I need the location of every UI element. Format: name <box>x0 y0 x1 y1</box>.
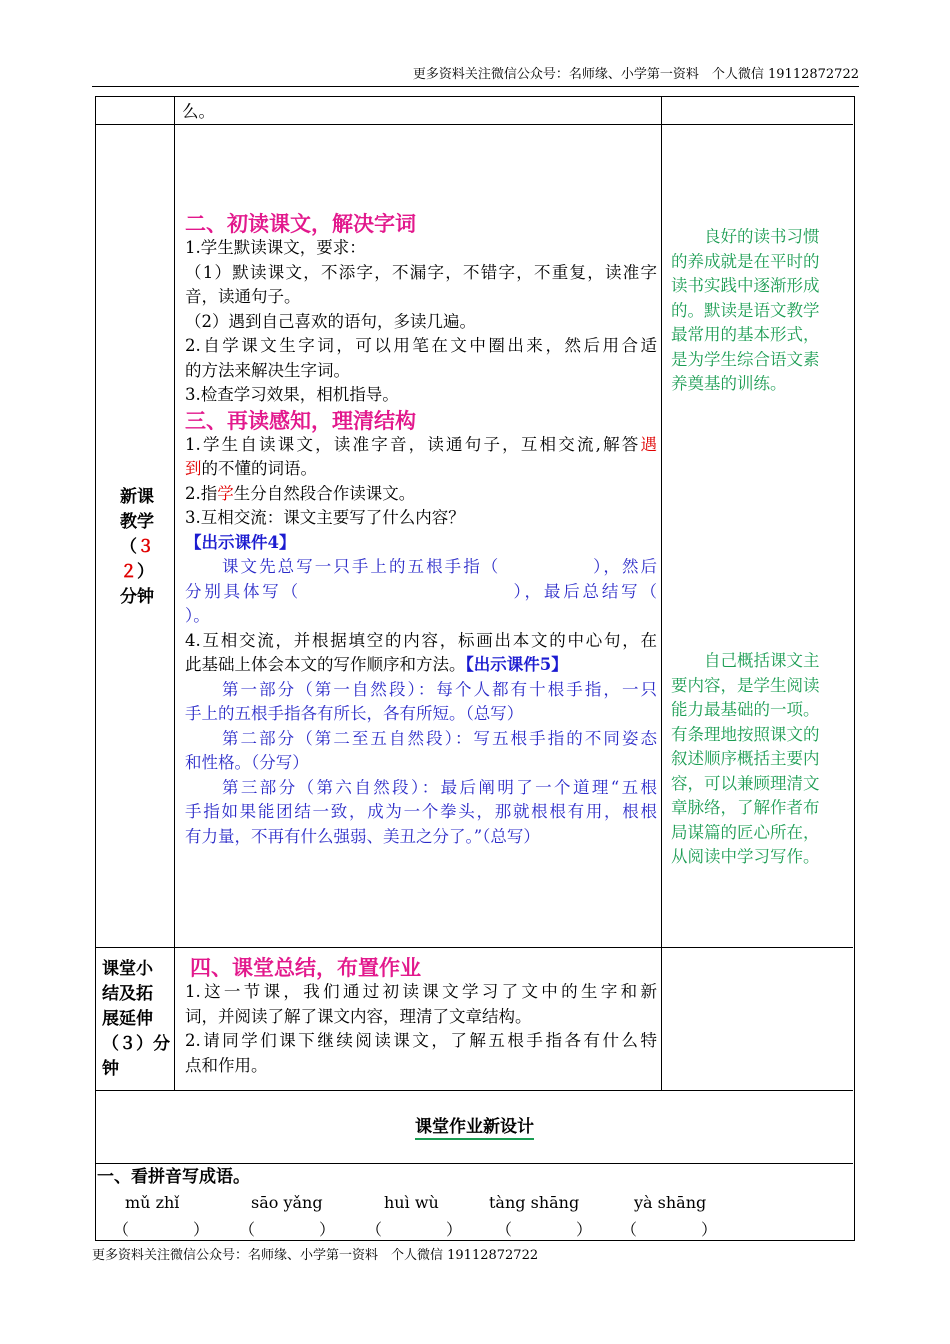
paragraph <box>185 433 657 458</box>
note-line: 的。默读是语文教学 <box>671 300 820 320</box>
paragraph: ）。 <box>185 606 210 625</box>
text-run: 2.指 <box>185 483 218 503</box>
heading-section-3: 三、再读感知，理清结构 <box>185 407 416 433</box>
answer-bracket-1: （ ） <box>113 1220 210 1239</box>
summary-content <box>185 955 657 1078</box>
note-line: 读书实践中逐渐形成 <box>671 276 820 295</box>
paragraph: 分别具体写（ ），最后总结写（ <box>185 581 657 601</box>
paragraph: 的方法来解决生字词。 <box>185 360 350 380</box>
row-divider <box>96 1163 853 1164</box>
note-line: 自己概括课文主 <box>671 651 820 670</box>
note-line: 最常用的基本形式， <box>671 325 820 344</box>
note-line: 能力最基础的一项。 <box>671 700 820 719</box>
row-divider <box>96 1090 853 1091</box>
text-run: 生分自然段合作读课文。 <box>233 483 416 503</box>
note-line: 养奠基的训练。 <box>671 374 787 393</box>
label-line: 新课 <box>120 487 154 507</box>
pinyin-5: yà shāng <box>634 1193 707 1212</box>
answer-bracket-4: （ ） <box>496 1220 593 1239</box>
note-line: 局谋篇的匠心所在， <box>671 822 820 842</box>
courseware-tag: 【出示课件5】 <box>465 655 568 674</box>
paragraph: 手指如果能团结一致，成为一个拳头，那就根根有用，根根 <box>185 802 657 821</box>
label-bracket: ） <box>137 562 154 582</box>
text-run-red: 到 <box>185 459 202 478</box>
paragraph: 1.学生默读课文，要求： <box>185 238 366 257</box>
label-line: 钟 <box>102 1059 119 1079</box>
new-lesson-label <box>104 485 170 610</box>
pinyin-1: mǔ zhǐ <box>125 1193 180 1212</box>
courseware-tag: 【出示课件4】 <box>185 532 296 552</box>
page-header: 更多资料关注微信公众号：名师缘、小学第一资料 个人微信 19112872722 <box>92 66 859 87</box>
paragraph: 第三部分（第六自然段）：最后阐明了一个道理“五根 <box>222 777 657 797</box>
paragraph <box>185 457 657 482</box>
paragraph: 有力量，不再有什么强弱、美丑之分了。”（总写） <box>185 826 540 846</box>
note-line: 要内容，是学生阅读 <box>671 675 820 695</box>
paragraph <box>185 482 657 507</box>
note-line: 是为学生综合语文素 <box>671 349 820 369</box>
label-line: 展延伸 <box>102 1009 153 1029</box>
label-minutes: ３２ <box>120 537 154 582</box>
note-line: 的养成就是在平时的 <box>671 251 820 271</box>
page-footer: 更多资料关注微信公众号：名师缘、小学第一资料 个人微信 19112872722 <box>92 1248 539 1263</box>
row-divider <box>96 947 853 948</box>
homework-title: 课堂作业新设计 <box>415 1117 534 1140</box>
label-line: 分钟 <box>120 587 154 607</box>
heading-section-2: 二、初读课文，解决字词 <box>185 211 416 236</box>
label-line: 课堂小 <box>102 959 153 979</box>
lesson-table <box>95 96 855 1241</box>
paragraph: 词，并阅读了解了课文内容，理清了文章结构。 <box>185 1006 532 1026</box>
paragraph: （1）默读课文，不添字，不漏字，不错字，不重复，读准字 <box>185 262 657 282</box>
label-line: 结及拓 <box>102 984 153 1004</box>
paragraph: 课文先总写一只手上的五根手指（ ），然后 <box>222 557 657 576</box>
note-line: 容，可以兼顾理清文 <box>671 773 820 793</box>
pinyin-2: sāo yǎng <box>251 1193 323 1212</box>
paragraph: 点和作用。 <box>185 1055 268 1075</box>
heading-section-4: 四、课堂总结，布置作业 <box>190 955 421 980</box>
paragraph <box>185 653 657 678</box>
pinyin-4: tàng shāng <box>489 1193 580 1212</box>
paragraph: 和性格。（分写） <box>185 753 309 772</box>
label-line <box>104 535 170 585</box>
paragraph: （2）遇到自己喜欢的语句，多读几遍。 <box>185 311 476 331</box>
top-row-content: 么。 <box>182 102 215 121</box>
paragraph: 1.这一节课，我们通过初读课文学习了文中的生字和新 <box>185 982 657 1001</box>
answer-bracket-5: （ ） <box>621 1220 718 1239</box>
summary-label <box>102 957 176 1082</box>
note-line: 良好的读书习惯 <box>671 227 820 246</box>
col-divider <box>661 97 662 1090</box>
paragraph: 音，读通句子。 <box>185 287 301 306</box>
text-run: 1.学生自读课文，读准字音，读通句子，互相交流,解答 <box>185 434 641 454</box>
note-line: 叙述顺序概括主要内 <box>671 749 820 768</box>
design-note-1 <box>671 225 849 397</box>
answer-bracket-2: （ ） <box>239 1220 336 1239</box>
paragraph: 手上的五根手指各有所长，各有所短。（总写） <box>185 704 524 723</box>
paragraph: 2.请同学们课下继续阅读课文，了解五根手指各有什么特 <box>185 1031 657 1050</box>
paragraph: 3.互相交流：课文主要写了什么内容？ <box>185 508 465 527</box>
homework-question: 一、看拼音写成语。 <box>97 1167 250 1187</box>
homework-title-cell <box>96 1115 853 1140</box>
text-run: 此基础上体会本文的写作顺序和方法。 <box>185 655 466 674</box>
paragraph: 2.自学课文生字词，可以用笔在文中圈出来，然后用合适 <box>185 336 657 355</box>
note-line: 从阅读中学习写作。 <box>671 847 820 866</box>
new-lesson-content <box>185 211 657 849</box>
paragraph: 第一部分（第一自然段）：每个人都有十根手指，一只 <box>222 679 657 699</box>
note-line: 有条理地按照课文的 <box>671 724 820 744</box>
label-line: （３）分 <box>102 1034 170 1054</box>
answer-bracket-3: （ ） <box>366 1220 463 1239</box>
label-bracket: （ <box>120 537 137 557</box>
label-line: 教学 <box>120 512 154 532</box>
text-run-red: 遇 <box>640 434 657 454</box>
note-line: 章脉络，了解作者布 <box>671 798 820 817</box>
col-divider <box>174 97 175 1090</box>
paragraph: 第二部分（第二至五自然段）：写五根手指的不同姿态 <box>222 728 657 748</box>
text-run: 的不懂的词语。 <box>201 459 317 478</box>
text-run-red: 学 <box>217 483 234 503</box>
design-note-2 <box>671 649 849 870</box>
paragraph: 4.互相交流，并根据填空的内容，标画出本文的中心句，在 <box>185 630 657 650</box>
paragraph: 3.检查学习效果，相机指导。 <box>185 385 399 404</box>
pinyin-3: huì wù <box>384 1193 439 1212</box>
